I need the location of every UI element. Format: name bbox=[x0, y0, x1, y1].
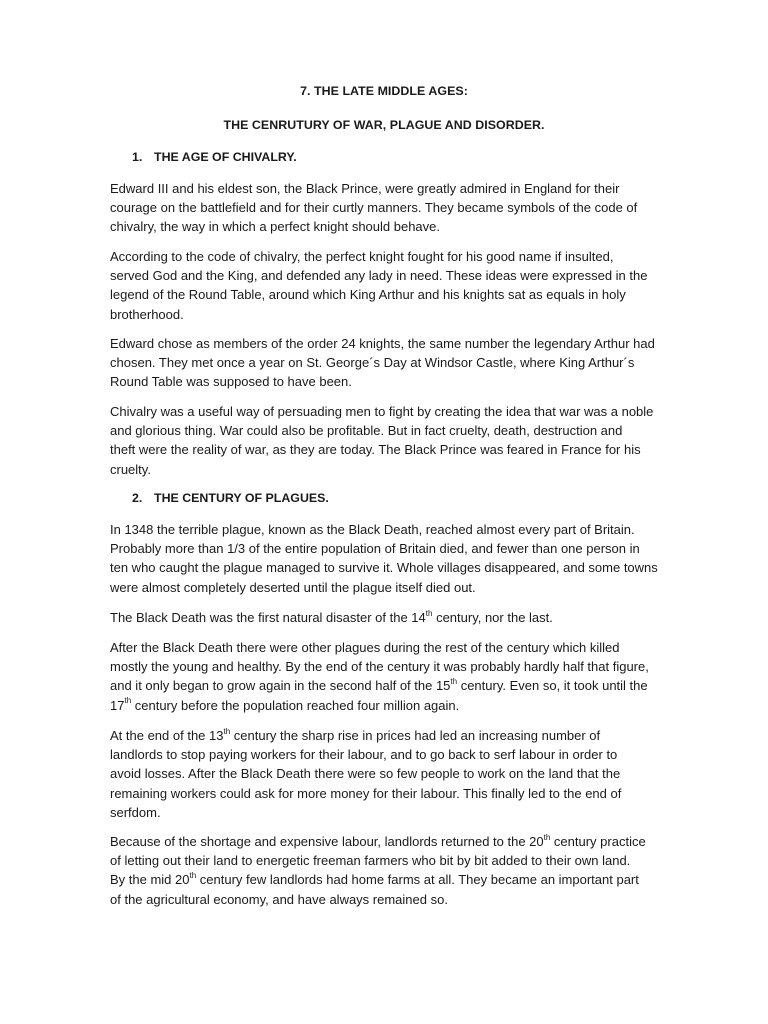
paragraph-natural-disaster bbox=[110, 608, 658, 627]
text-line: remaining workers could ask for more money for their labour. This finally led to the end of bbox=[110, 785, 622, 801]
text-line: Round Table was supposed to have been. bbox=[110, 374, 352, 390]
text-line bbox=[110, 870, 658, 889]
text-line: of letting out their land to energetic freeman farmers who bit by bit added to their own land. bbox=[110, 853, 631, 869]
text-run: Because of the shortage and expensive labour, landlords returned to the 20 bbox=[110, 834, 544, 849]
text-line: Probably more than 1/3 of the entire population of Britain died, and fewer than one person in bbox=[110, 541, 640, 557]
text-line: and glorious thing. War could also be profitable. But in fact cruelty, death, destruction and bbox=[110, 423, 623, 439]
text-line: legend of the Round Table, around which King Arthur and his knights sat as equals in holy bbox=[110, 287, 626, 303]
section-title: THE CENTURY OF PLAGUES. bbox=[154, 491, 329, 505]
text-line: Edward chose as members of the order 24 knights, the same number the legendary Arthur had bbox=[110, 336, 655, 351]
text-line: chosen. They met once a year on St. George´s Day at Windsor Castle, where King Arthur´s bbox=[110, 355, 635, 371]
text-run: century before the population reached four million again. bbox=[131, 697, 460, 713]
paragraph-serfdom bbox=[110, 726, 658, 822]
paragraph-order-of-knights bbox=[110, 334, 658, 392]
text-run: By the mid 20 bbox=[110, 872, 190, 888]
text-run: The Black Death was the first natural disaster of the 14 bbox=[110, 610, 426, 625]
text-line: cruelty. bbox=[110, 461, 151, 477]
text-run: At the end of the 13 bbox=[110, 728, 224, 743]
text-line: In 1348 the terrible plague, known as the Black Death, reached almost every part of Britain. bbox=[110, 522, 635, 537]
text-line: served God and the King, and defended any lady in need. These ideas were expressed in the bbox=[110, 268, 648, 284]
text-line: ten who caught the plague managed to survive it. Whole villages disappeared, and some towns bbox=[110, 560, 658, 576]
superscript: th bbox=[223, 726, 231, 736]
superscript: th bbox=[189, 871, 197, 881]
text-line bbox=[110, 832, 658, 851]
text-line: theft were the reality of war, as they are today. The Black Prince was feared in France for his bbox=[110, 442, 641, 458]
text-line: brotherhood. bbox=[110, 306, 184, 322]
page-subtitle: THE CENRUTURY OF WAR, PLAGUE AND DISORDER. bbox=[223, 118, 545, 132]
page-title: 7. THE LATE MIDDLE AGES: bbox=[300, 84, 468, 98]
section-number: 1. bbox=[132, 150, 143, 164]
section-heading-plagues bbox=[110, 491, 329, 505]
superscript: th bbox=[543, 832, 551, 842]
text-line: were almost completely deserted until the plague itself died out. bbox=[110, 579, 476, 595]
text-line: serfdom. bbox=[110, 804, 161, 820]
text-line: Chivalry was a useful way of persuading men to fight by creating the idea that war was a noble bbox=[110, 404, 654, 419]
text-line: Edward III and his eldest son, the Black Prince, were greatly admired in England for their bbox=[110, 181, 620, 196]
section-heading-chivalry bbox=[110, 150, 297, 164]
section-title: THE AGE OF CHIVALRY. bbox=[154, 150, 297, 164]
text-line: mostly the young and healthy. By the end of the century it was probably hardly half that figure, bbox=[110, 659, 649, 675]
paragraph-other-plagues bbox=[110, 638, 658, 715]
superscript: th bbox=[425, 608, 433, 618]
text-line: courage on the battlefield and for their curtly manners. They became symbols of the code of bbox=[110, 200, 638, 216]
text-line bbox=[110, 608, 658, 627]
text-run: century, nor the last. bbox=[432, 610, 553, 625]
text-line: According to the code of chivalry, the perfect knight fought for his good name if insulted, bbox=[110, 249, 614, 264]
text-line: avoid losses. After the Black Death there were so few people to work on the land that the bbox=[110, 766, 621, 782]
paragraph-landlords bbox=[110, 832, 658, 909]
text-run: 17 bbox=[110, 697, 125, 713]
text-run: century practice bbox=[550, 834, 646, 849]
section-number: 2. bbox=[132, 491, 143, 505]
text-run: century few landlords had home farms at all. They became an important part bbox=[196, 872, 639, 888]
superscript: th bbox=[450, 677, 458, 687]
text-line: of the agricultural economy, and have always remained so. bbox=[110, 891, 448, 907]
text-line: chivalry, the way in which a perfect knight should behave. bbox=[110, 219, 440, 235]
text-line bbox=[110, 696, 658, 715]
paragraph-black-death bbox=[110, 520, 658, 597]
paragraph-code-of-chivalry bbox=[110, 247, 658, 324]
text-run: and it only began to grow again in the second half of the 15 bbox=[110, 678, 451, 694]
text-line: After the Black Death there were other plagues during the rest of the century which killed bbox=[110, 640, 620, 655]
superscript: th bbox=[124, 696, 132, 706]
text-line bbox=[110, 726, 658, 745]
text-run: century the sharp rise in prices had led an increasing number of bbox=[230, 728, 601, 743]
text-line bbox=[110, 676, 658, 695]
paragraph-chivalry-war bbox=[110, 402, 658, 479]
text-line: landlords to stop paying workers for their labour, and to go back to serf labour in order to bbox=[110, 747, 618, 763]
text-run: century. Even so, it took until the bbox=[457, 678, 648, 694]
paragraph-edward-iii bbox=[110, 179, 658, 237]
